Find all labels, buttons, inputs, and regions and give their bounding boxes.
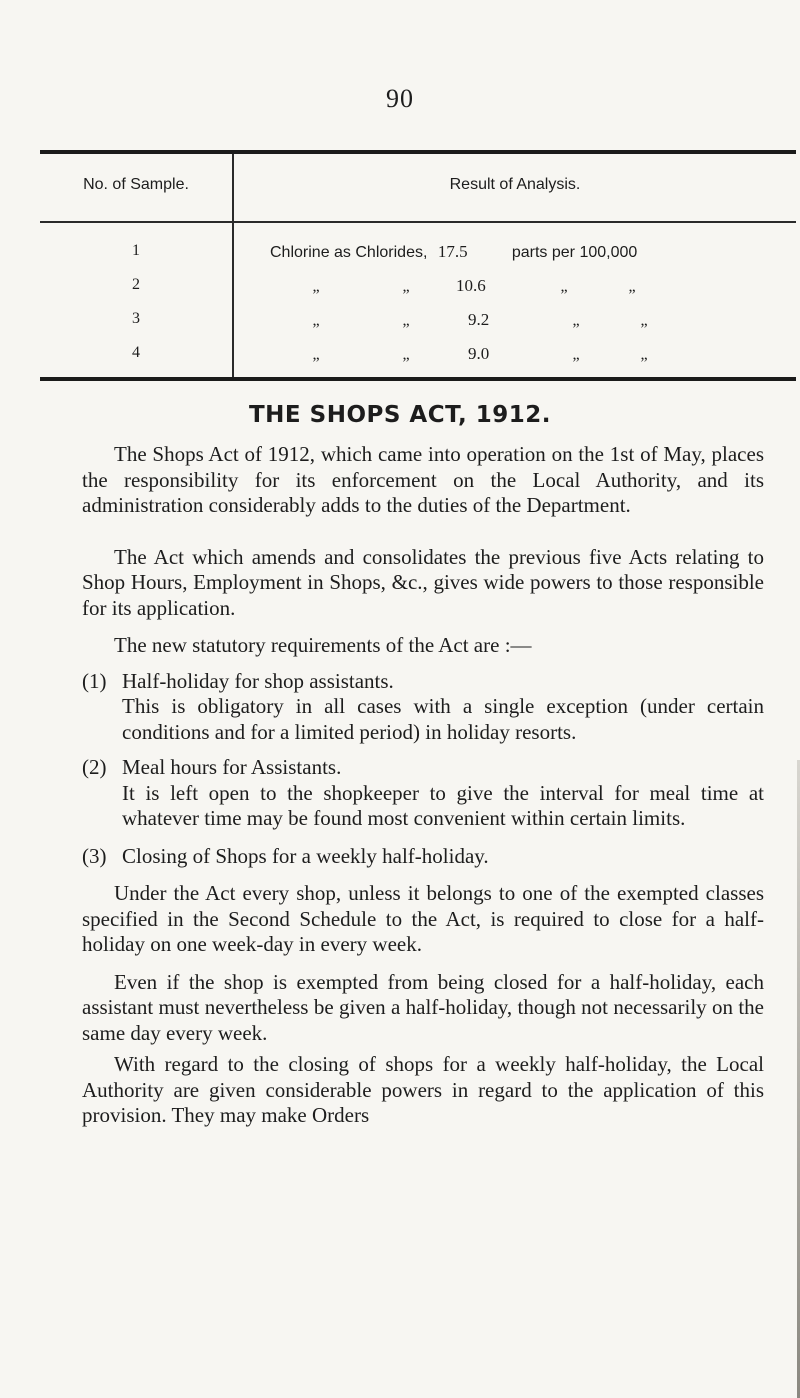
ditto-mark: „ [628, 278, 636, 295]
header-result: Result of Analysis. [449, 176, 581, 193]
list-item [82, 755, 764, 832]
list-marker: (2) [82, 755, 107, 779]
table-row [40, 276, 796, 304]
ditto-mark: „ [312, 312, 320, 329]
header-sample: No. of Sample. [83, 176, 189, 193]
list-item [82, 844, 764, 870]
paragraph: With regard to the closing of shops for a weekly half-holiday, the Local Authority are given considerable powers in regard to the application of this provision. They may make Orders [82, 1052, 764, 1127]
list-item-title: Closing of Shops for a weekly half-holiday. [122, 843, 489, 868]
section-heading: THE SHOPS ACT, 1912. [248, 402, 552, 428]
paragraph: The Act which amends and consolidates the previous five Acts relating to Shop Hours, Employment in Shops, &c., gives wide powers to those responsible for its application. [82, 544, 764, 620]
sample-number: 2 [132, 276, 140, 293]
result-value: 17.5 [437, 242, 468, 261]
result-unit: parts per 100,000 [511, 244, 638, 261]
ditto-mark: „ [402, 312, 410, 329]
result-cell [270, 242, 790, 262]
ditto-mark: „ [572, 312, 580, 329]
ditto-mark: „ [402, 278, 410, 295]
analysis-table [40, 150, 796, 383]
ditto-mark: „ [560, 278, 568, 295]
paragraph: The new statutory requirements of the Act are :— [114, 633, 532, 657]
result-cell [270, 344, 790, 364]
ditto-mark: „ [312, 278, 320, 295]
table-top-rule [40, 150, 796, 154]
table-row [40, 310, 796, 338]
list-marker: (3) [82, 843, 107, 868]
table-header-rule [40, 221, 796, 223]
table-row [40, 344, 796, 372]
ditto-mark: „ [312, 346, 320, 363]
ditto-mark: „ [640, 312, 648, 329]
result-cell [270, 310, 790, 330]
list-item-title: Half-holiday for shop assistants. [122, 668, 394, 693]
result-cell [270, 276, 790, 296]
list-item-title: Meal hours for Assistants. [122, 755, 342, 779]
result-value: 9.2 [468, 310, 490, 329]
ditto-mark: „ [572, 346, 580, 363]
ditto-mark: „ [402, 346, 410, 363]
table-bottom-rule [40, 377, 796, 381]
sample-number: 1 [132, 242, 140, 259]
result-label: Chlorine as Chlorides, [270, 244, 428, 261]
list-item-detail: This is obligatory in all cases with a single exception (under certain conditions and for a limited period) in holiday resorts. [122, 694, 764, 744]
list-marker: (1) [82, 668, 107, 693]
list-item [82, 669, 764, 746]
page-number: 90 [386, 84, 414, 113]
paragraph: The Shops Act of 1912, which came into operation on the 1st of May, places the responsibility for its enforcement on the Local Authority, and its administration considerably adds to the duties of the Department. [82, 442, 764, 517]
sample-number: 3 [132, 310, 140, 327]
result-value: 10.6 [456, 276, 486, 295]
sample-number: 4 [132, 344, 140, 361]
result-value: 9.0 [468, 344, 490, 363]
paragraph: Under the Act every shop, unless it belongs to one of the exempted classes specified in the Second Schedule to the Act, is required to close for a half-holiday on one week-day in every week. [82, 881, 764, 956]
paragraph: Even if the shop is exempted from being closed for a half-holiday, each assistant must nevertheless be given a half-holiday, though not necessarily on the same day every week. [82, 969, 764, 1045]
body-text [82, 442, 764, 1129]
table-row [40, 242, 796, 270]
ditto-mark: „ [640, 346, 648, 363]
list-item-detail: It is left open to the shopkeeper to give the interval for meal time at whatever time may be found most convenient within certain limits. [122, 780, 764, 830]
